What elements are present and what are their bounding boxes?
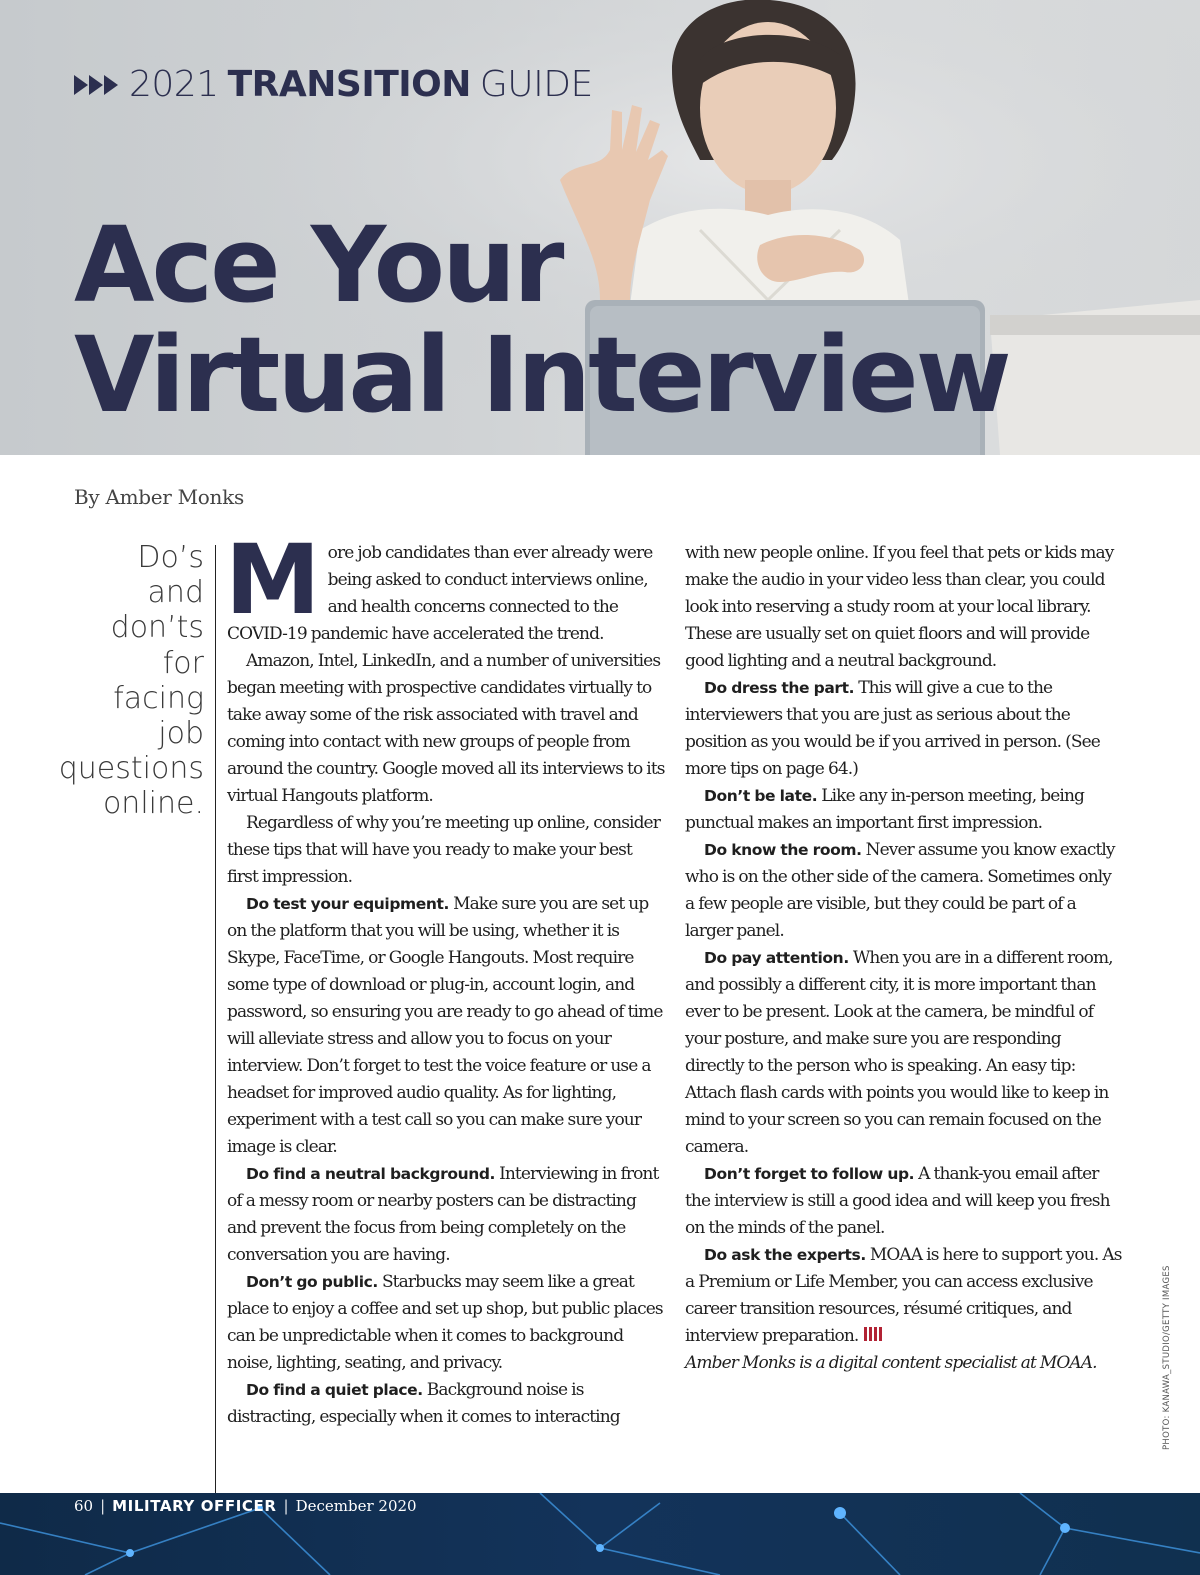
dek-line: facing [113, 680, 204, 716]
tip-lead: Do pay attention. [704, 949, 849, 967]
tip-lead: Do dress the part. [704, 679, 855, 697]
dek-line: for [162, 645, 204, 681]
kicker-year: 2021 [129, 64, 219, 105]
tip-paragraph [685, 837, 1123, 945]
intro-text: ore job candidates than ever already were being asked to conduct interviews online, and health concerns connected to the COVID-19 pandemic have accelerated the trend. [227, 543, 653, 644]
tip-paragraph [227, 1269, 665, 1377]
tip-text: When you are in a different room, and possibly a different city, it is more important than ever to be present. Look at the camera, be mindful of your posture, and make sure you are responding directly to the person who is speaking. An easy tip: Attach flash cards with points you would like to keep in mind to your screen so you can remain focused on the camera. [685, 948, 1113, 1157]
tip-paragraph [227, 1161, 665, 1269]
article-column-1 [225, 524, 665, 1431]
photo-credit: PHOTO: KANAWA_STUDIO/GETTY IMAGES [1162, 1265, 1172, 1450]
publication-name: MILITARY OFFICER [112, 1497, 277, 1515]
tip-lead: Do find a quiet place. [246, 1381, 423, 1399]
tip-text: MOAA is here to support you. As a Premium or Life Member, you can access exclusive career transition resources, résumé critiques, and interview preparation. [685, 1245, 1122, 1346]
tip-paragraph [685, 675, 1123, 783]
page-number: 60 [74, 1497, 94, 1515]
hero-banner [0, 0, 1200, 455]
tip-lead: Do know the room. [704, 841, 862, 859]
folio [74, 1497, 417, 1515]
tip-paragraph [685, 945, 1123, 1161]
dek-line: questions [58, 751, 204, 787]
issue-date: December 2020 [295, 1497, 417, 1515]
tip-lead: Do find a neutral background. [246, 1165, 496, 1183]
tip-text: This will give a cue to the interviewers that you are just as serious about the position as you would be if you arrived in person. (See more tips on page 64.) [685, 678, 1100, 779]
tip-text: Interviewing in front of a messy room or nearby posters can be distracting and prevent the focus from being completely on the conversation you are having. [227, 1164, 659, 1265]
tip-lead: Do ask the experts. [704, 1246, 866, 1264]
tip-text: Starbucks may seem like a great place to enjoy a coffee and set up shop, but public places can be unpredictable when it comes to background noise, lighting, seating, and privacy. [227, 1272, 663, 1373]
paragraph: Amazon, Intel, LinkedIn, and a number of universities began meeting with prospective candidates virtually to take away some of the risk associated with travel and coming into contact with new groups of people from around the country. Google moved all its interviews to its virtual Hangouts platform. [227, 651, 665, 806]
tip-text: Like any in-person meeting, being punctual makes an important first impression. [685, 786, 1085, 833]
dek-line: don’ts [110, 610, 204, 646]
title-line-1: Ace Your [74, 204, 562, 326]
dek-line: job [158, 716, 204, 752]
intro-paragraph [225, 524, 665, 648]
tip-paragraph [685, 1242, 1123, 1350]
tip-paragraph [227, 1377, 665, 1431]
tip-paragraph [685, 783, 1123, 837]
end-mark-icon [864, 1327, 882, 1341]
article-column-2 [685, 540, 1123, 1377]
tip-text: Never assume you know exactly who is on the other side of the camera. Sometimes only a few people are visible, but they could be part of a larger panel. [685, 840, 1115, 941]
tip-paragraph [227, 891, 665, 1161]
kicker-light: GUIDE [479, 64, 593, 105]
kicker-bold: TRANSITION [227, 64, 471, 105]
tip-lead: Do test your equipment. [246, 895, 450, 913]
article-title [74, 204, 1009, 436]
drop-cap: M [225, 524, 320, 636]
paragraph: Regardless of why you’re meeting up online, consider these tips that will have you ready to make your best first impression. [227, 813, 660, 887]
tip-lead: Don’t forget to follow up. [704, 1165, 915, 1183]
section-kicker [74, 64, 593, 105]
dek-line: online. [102, 786, 204, 822]
column-divider [215, 545, 216, 1493]
tip-lead: Don’t be late. [704, 787, 818, 805]
tip-text: Make sure you are set up on the platform that you will be using, whether it is Skype, FaceTime, or Google Hangouts. Most require some type of download or plug-in, account login, and password, so ensuring you are ready to go ahead of time will alleviate stress and allow you to focus on your interview. Don’t forget to test the voice feature or use a headset for improved audio quality. As for lighting, experiment with a test call so you can make sure your image is clear. [227, 894, 663, 1157]
title-line-2: Virtual Interview [74, 314, 1009, 436]
dek-line: and [147, 575, 204, 611]
triple-chevron-icon [74, 75, 119, 95]
tip-text: A thank-you email after the interview is still a good idea and will keep you fresh on the minds of the panel. [685, 1164, 1110, 1238]
tip-paragraph [685, 1161, 1123, 1242]
dek [40, 540, 204, 822]
dek-line: Do’s [137, 540, 204, 575]
tip-text: Background noise is distracting, especially when it comes to interacting [227, 1380, 620, 1427]
byline: By Amber Monks [74, 485, 244, 509]
folio-separator: | [100, 1497, 106, 1515]
tip-lead: Don’t go public. [246, 1273, 378, 1291]
folio-separator: | [283, 1497, 289, 1515]
continuation-paragraph: with new people online. If you feel that pets or kids may make the audio in your video less than clear, you could look into reserving a study room at your local library. These are usually set on quiet floors and will provide good lighting and a neutral background. [685, 543, 1114, 671]
author-bio: Amber Monks is a digital content specialist at MOAA. [685, 1353, 1097, 1373]
